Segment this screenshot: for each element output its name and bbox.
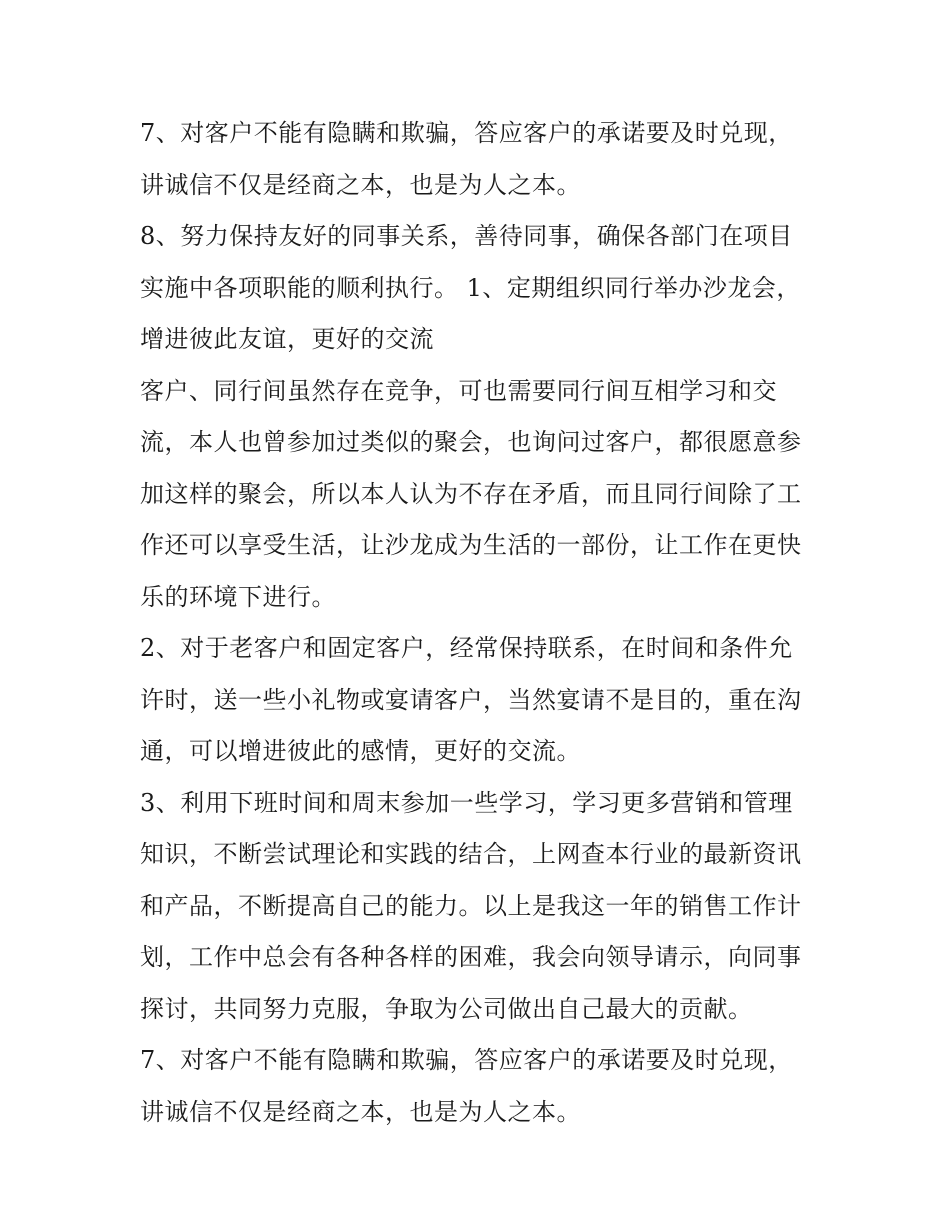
text-line: 讲诚信不仅是经商之本，也是为人之本。 — [140, 1097, 581, 1126]
text-line: 讲诚信不仅是经商之本，也是为人之本。 — [140, 170, 581, 199]
text-line: 3、利用下班时间和周末参加一些学习，学习更多营销和管理 — [140, 788, 793, 817]
text-line: 7、对客户不能有隐瞒和欺骗，答应客户的承诺要及时兑现， — [140, 1046, 793, 1074]
text-line: 2、对于老客户和固定客户，经常保持联系，在时间和条件允 — [140, 634, 793, 662]
text-line: 许时，送一些小礼物或宴请客户，当然宴请不是目的，重在沟 — [140, 685, 802, 714]
text-line: 实施中各项职能的顺利执行。 1、定期组织同行举办沙龙会， — [140, 273, 801, 302]
text-line: 7、对客户不能有隐瞒和欺骗，答应客户的承诺要及时兑现， — [140, 119, 793, 147]
text-line: 划，工作中总会有各种各样的困难，我会向领导请示，向同事 — [140, 943, 802, 971]
text-line: 知识，不断尝试理论和实践的结合，上网查本行业的最新资讯 — [140, 840, 802, 868]
text-line: 和产品，不断提高自己的能力。以上是我这一年的销售工作计 — [140, 891, 802, 920]
text-line: 加这样的聚会，所以本人认为不存在矛盾，而且同行间除了工 — [140, 479, 802, 508]
text-line: 探讨，共同努力克服，争取为公司做出自己最大的贡献。 — [140, 994, 753, 1023]
text-line: 通，可以增进彼此的感情，更好的交流。 — [140, 737, 581, 765]
text-line: 增进彼此友谊，更好的交流 — [140, 325, 434, 353]
text-line: 8、努力保持友好的同事关系，善待同事，确保各部门在项目 — [140, 222, 793, 250]
text-line: 乐的环境下进行。 — [140, 582, 336, 611]
text-line: 流，本人也曾参加过类似的聚会，也询问过客户，都很愿意参 — [140, 428, 802, 456]
text-line: 客户、同行间虽然存在竞争，可也需要同行间互相学习和交 — [140, 376, 777, 405]
text-line: 作还可以享受生活，让沙龙成为生活的一部份，让工作在更快 — [140, 531, 802, 559]
document-body — [140, 108, 820, 1138]
